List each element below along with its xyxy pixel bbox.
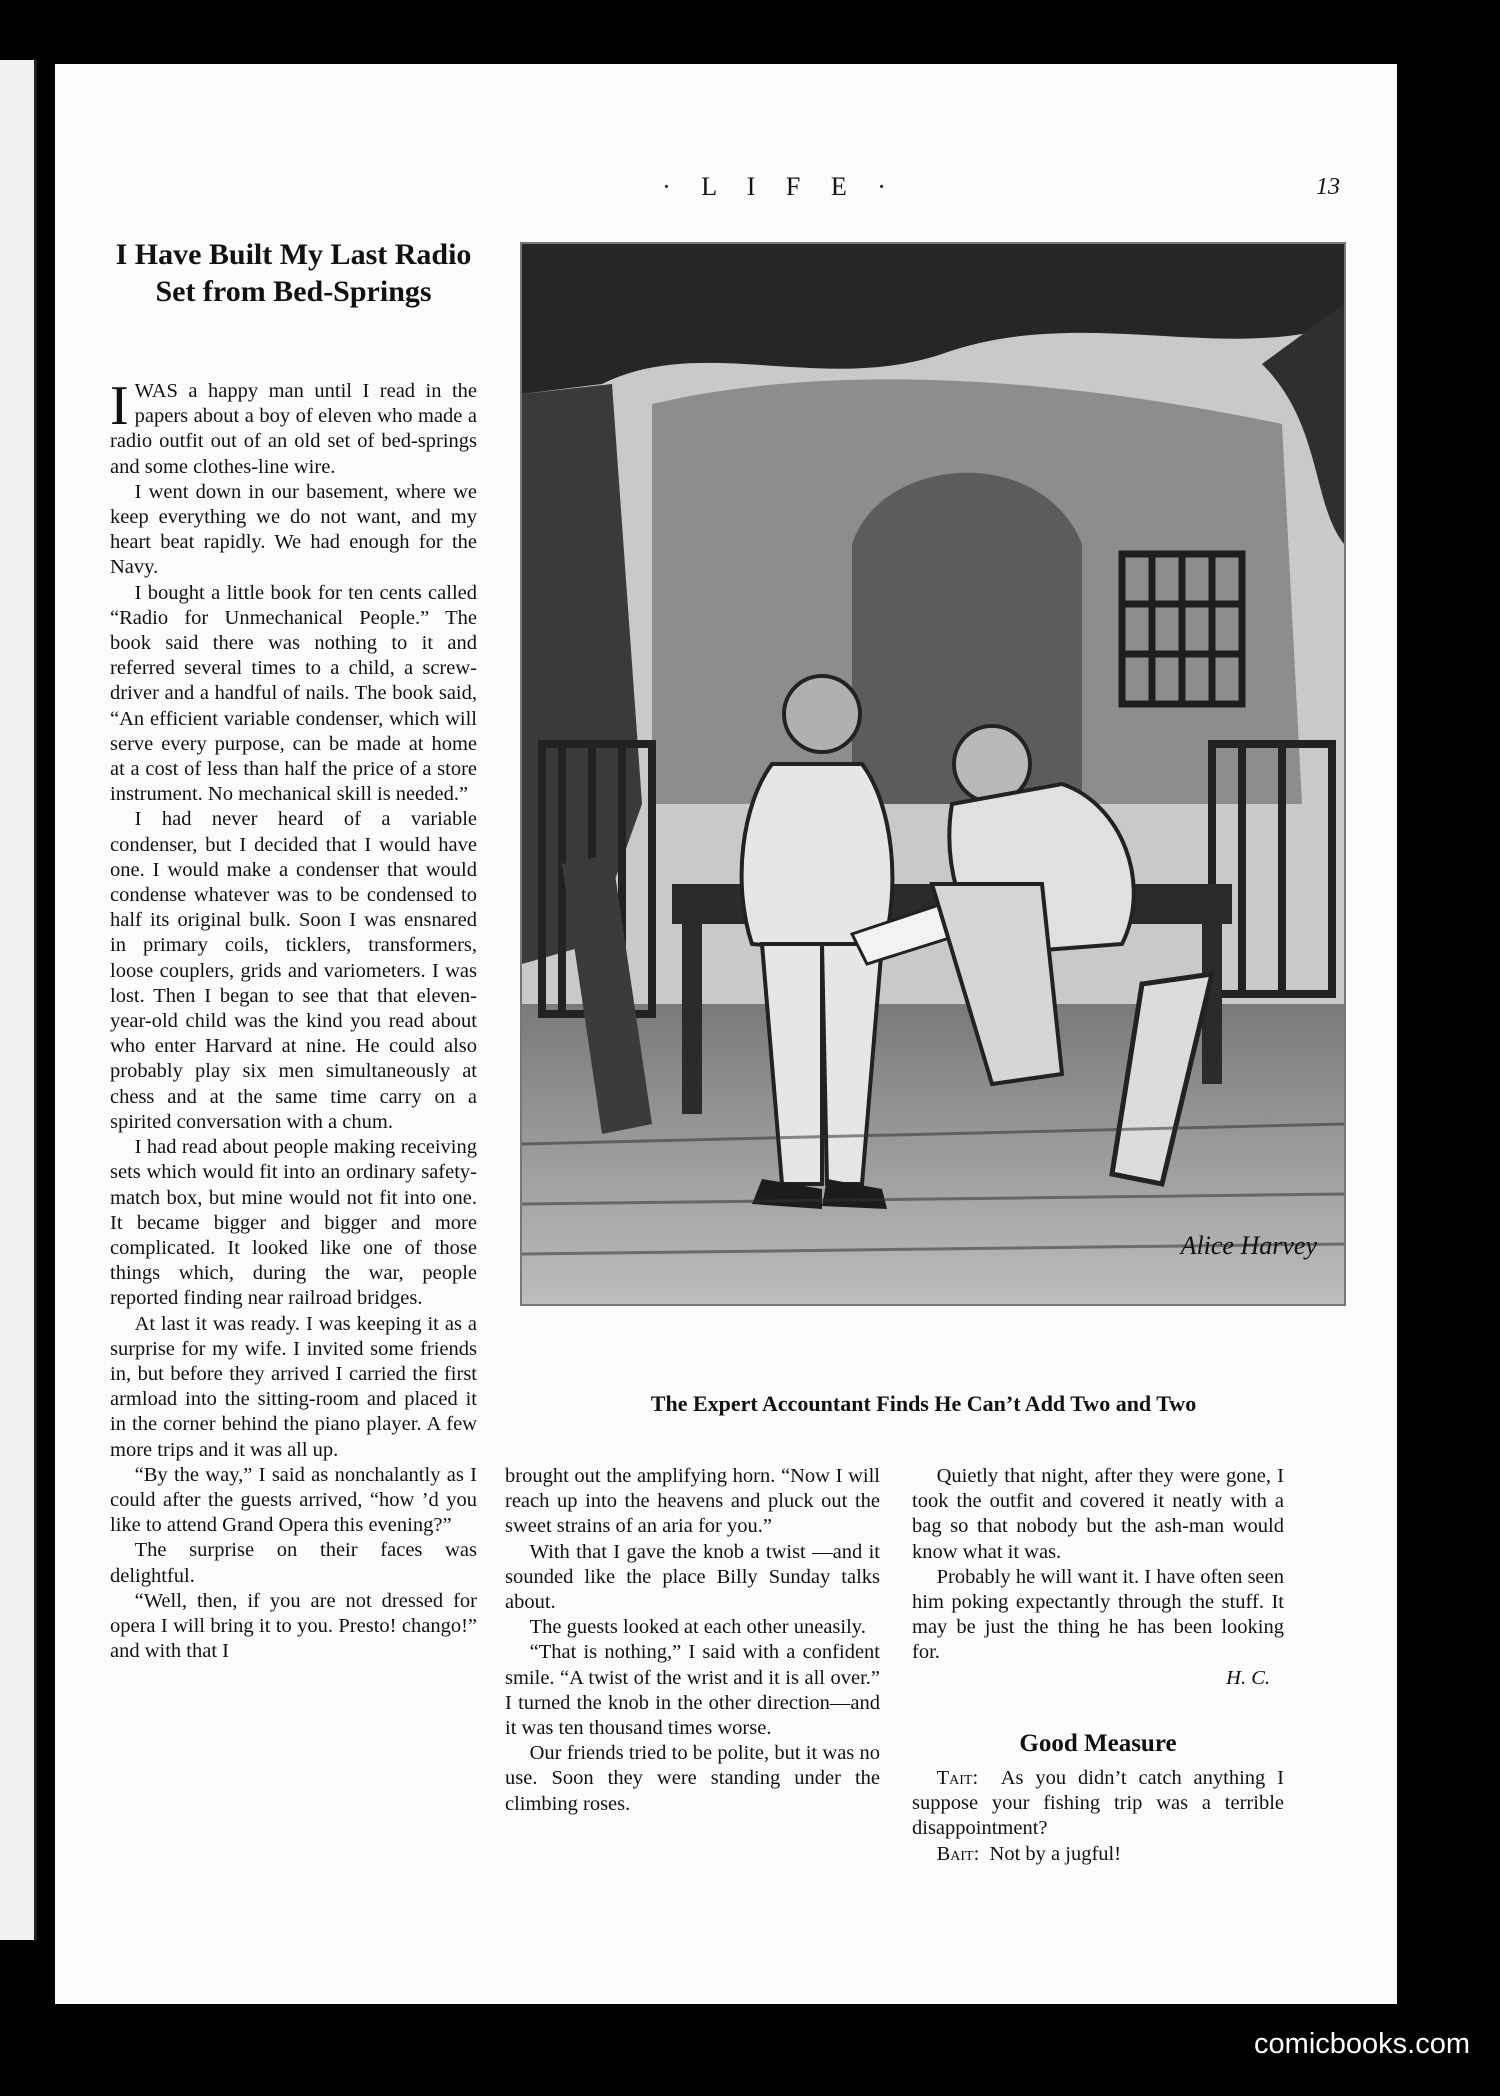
- paragraph: Probably he will want it. I have often seen him poking expectantly through the stuff. It may be just the thing he has been looking for.: [912, 1565, 1284, 1664]
- left-page-edge: [0, 60, 37, 1940]
- author-signature: H. C.: [1226, 1666, 1270, 1689]
- paragraph: IWAS a happy man until I read in the papers about a boy of eleven who made a radio outfit out of an old set of bed-springs and some clothes-line wire.: [110, 375, 477, 478]
- dialogue-text: As you didn’t catch anything I suppose your fishing trip was a terrible disappointment?: [912, 1767, 1284, 1840]
- paragraph: brought out the amplifying horn. “Now I will reach up into the heavens and pluck out the sweet strains of an aria for you.”: [505, 1465, 880, 1538]
- paragraph: The guests looked at each other uneasily.: [529, 1616, 866, 1639]
- article-column-3: [912, 1464, 1284, 1867]
- paragraph: At last it was ready. I was keeping it as a surprise for my wife. I invited some friends in, but before they arrived I carried the first armload into the sitting-room and placed it in the corner behind the piano player. A few more trips and it was all up.: [110, 1312, 477, 1461]
- good-measure-title: Good Measure: [1019, 1729, 1177, 1757]
- speaker-name: Bait: [936, 1842, 974, 1865]
- page-number: 13: [1316, 174, 1340, 200]
- dialogue-text: Not by a jugful!: [989, 1842, 1122, 1865]
- paragraph: I went down in our basement, where we keep everything we do not want, and my heart beat rapidly. We had enough for the Navy.: [110, 480, 477, 579]
- paragraph: “By the way,” I said as nonchalantly as I could after the guests arrived, “how ’d you like to attend Grand Opera this evening?”: [110, 1463, 477, 1537]
- paragraph: I bought a little book for ten cents called “Radio for Unmechanical People.” The book said there was nothing to it and referred several times to a child, a screw-driver and a handful of nails. The book said, “An efficient variable condenser, which will serve every purpose, can be made at home at a cost of less than half the price of a store instrument. No mechanical skill is needed.”: [110, 581, 477, 806]
- magazine-page: [55, 64, 1397, 2004]
- site-watermark: comicbooks.com: [1254, 2028, 1470, 2060]
- dialogue-line: Tait: As you didn’t catch anything I suppose your fishing trip was a terrible disappointment?: [912, 1767, 1284, 1840]
- article-title: I Have Built My Last Radio Set from Bed-Springs: [115, 238, 472, 308]
- paragraph: “Well, then, if you are not dressed for opera I will bring it to you. Presto! chango!” and with that I: [110, 1589, 477, 1663]
- speaker-name: Tait: [936, 1767, 973, 1790]
- paragraph: Quietly that night, after they were gone, I took the outfit and covered it neatly with a bag so that nobody but the ash-man would know what it was.: [912, 1465, 1284, 1563]
- paragraph: Our friends tried to be polite, but it was no use. Soon they were standing under the climbing roses.: [505, 1742, 880, 1815]
- running-head: · L I F E ·: [662, 172, 898, 201]
- dialogue-line: Bait: Not by a jugful!: [936, 1842, 1122, 1865]
- paragraph: With that I gave the knob a twist —and it sounded like the place Billy Sunday talks about.: [505, 1540, 880, 1614]
- article-column-1: [110, 375, 477, 1664]
- sketch-drawing: [522, 244, 1344, 1304]
- article-column-2: [505, 1464, 880, 1817]
- illustration-caption: The Expert Accountant Finds He Can’t Add Two and Two: [650, 1391, 1197, 1416]
- artist-signature: Alice Harvey: [1180, 1231, 1317, 1260]
- paragraph: “That is nothing,” I said with a confident smile. “A twist of the wrist and it is all over.” I turned the knob in the other direction—and it was ten thousand times worse.: [505, 1641, 880, 1740]
- illustration: [520, 242, 1346, 1306]
- paragraph: The surprise on their faces was delightful.: [110, 1539, 477, 1587]
- paragraph: I had never heard of a variable condenser, but I decided that I would have one. I would make a condenser that would condense whatever was to be condensed to half its original bulk. Soon I was ensnared in primary coils, ticklers, transformers, loose couplers, grids and variometers. I was lost. Then I began to see that that eleven-year-old child was the kind you read about who enter Harvard at nine. He could also probably play six men simultaneously at chess and at the same time carry on a spirited conversation with a chum.: [110, 808, 477, 1133]
- paragraph: I had read about people making receiving sets which would fit into an ordinary safety-match box, but mine would not fit into one. It became bigger and bigger and more complicated. It looked like one of those things which, during the war, people reported finding near railroad bridges.: [110, 1136, 477, 1310]
